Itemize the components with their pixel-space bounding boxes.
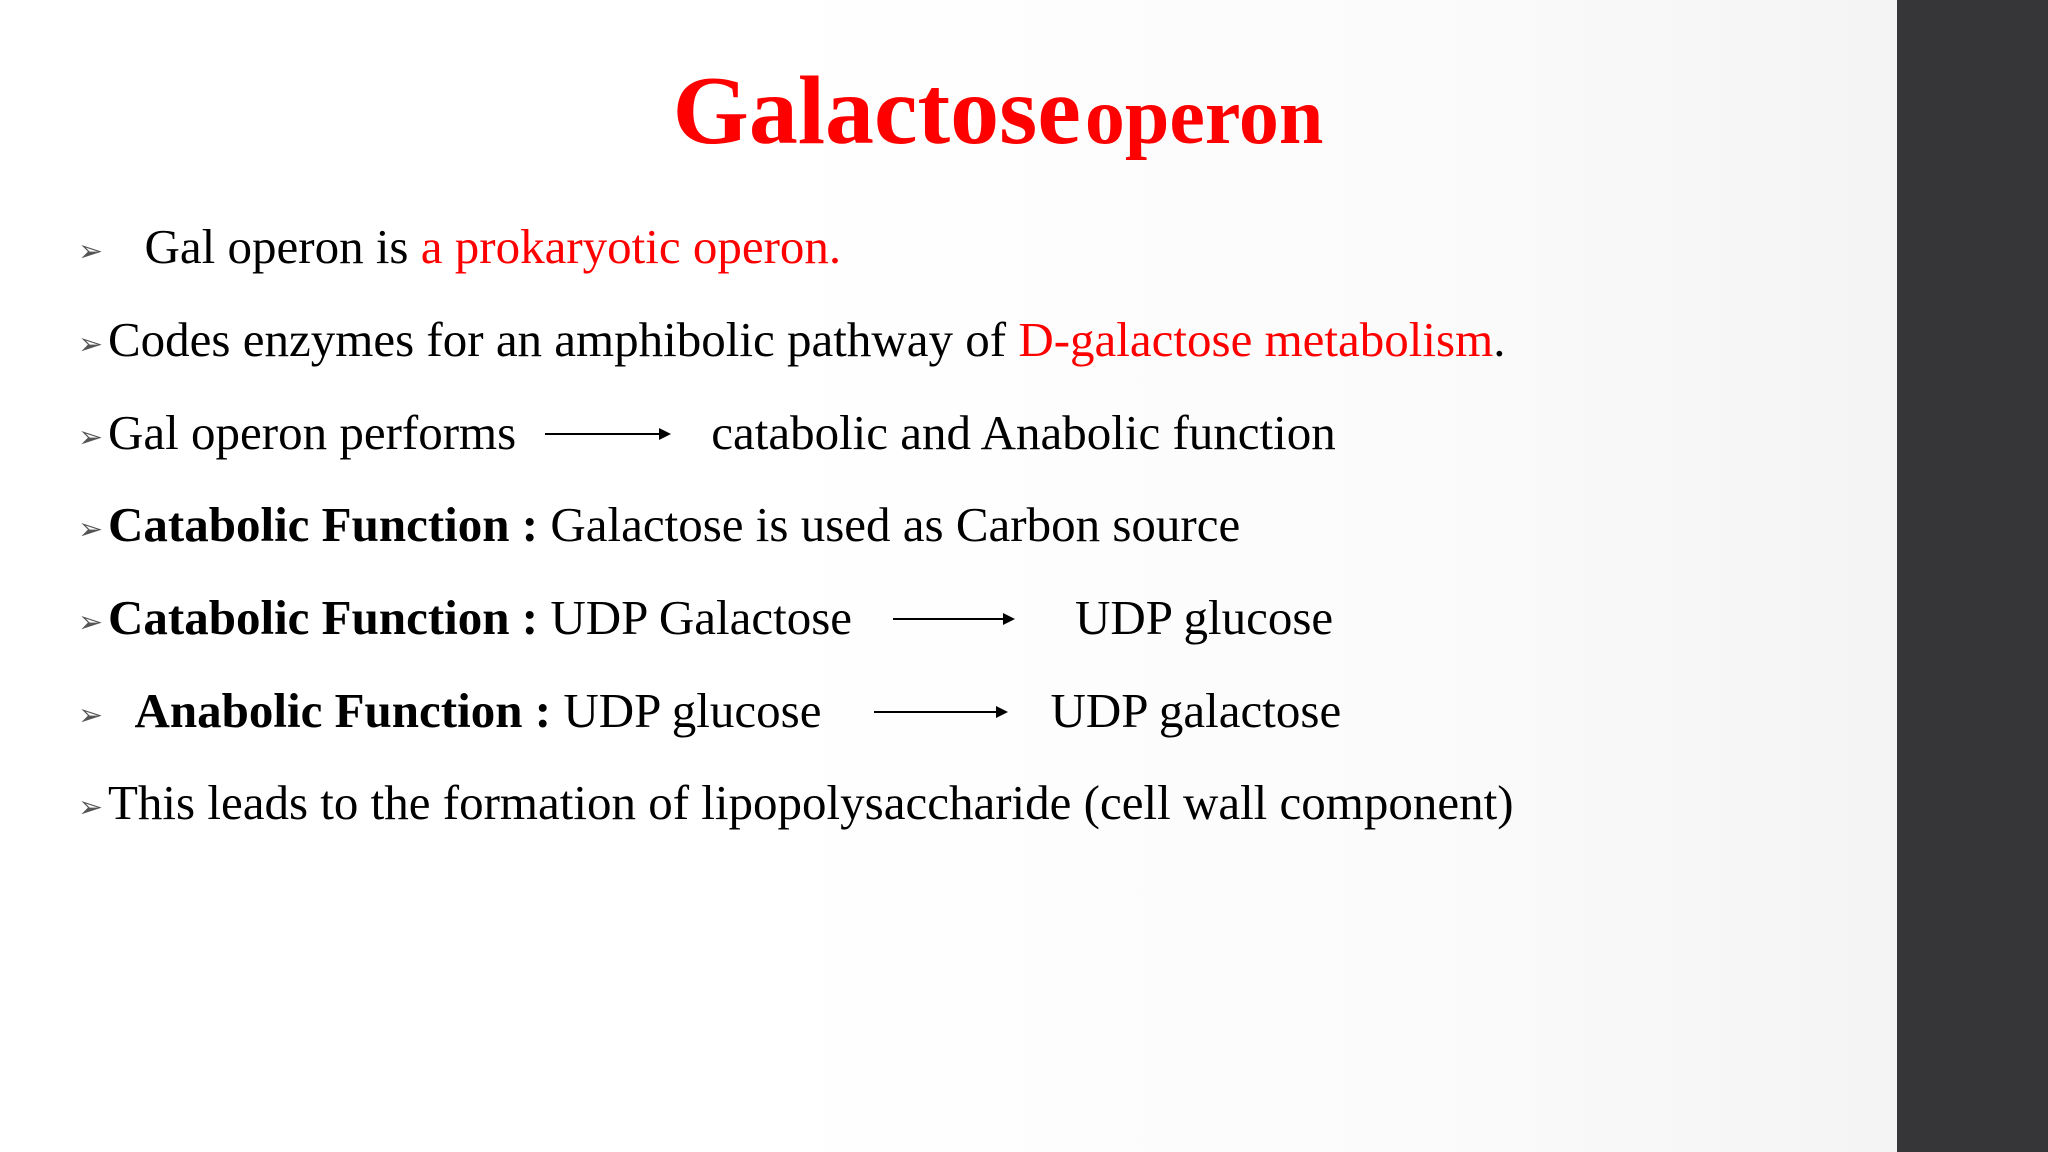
bullet-6	[78, 681, 1341, 741]
bullet-3	[78, 403, 1336, 463]
bullet-1-highlight: a prokaryotic operon.	[420, 219, 842, 274]
bullet-7	[78, 773, 1514, 833]
bullet-5-from: UDP Galactose	[550, 590, 853, 645]
right-arrow-icon	[893, 618, 1013, 620]
bullet-2-text: Codes enzymes for an amphibolic pathway of	[108, 312, 1019, 367]
side-bar	[1897, 0, 2048, 1152]
bullet-6-from: UDP glucose	[563, 683, 822, 738]
bullet-2	[78, 310, 1505, 370]
arrowhead-bullet-icon: ➢	[78, 699, 104, 732]
bullet-7-text: This leads to the formation of lipopolysaccharide (cell wall component)	[108, 775, 1514, 830]
arrowhead-bullet-icon: ➢	[78, 421, 104, 454]
bullet-6-label: Anabolic Function :	[134, 683, 552, 738]
bullet-6-to: UDP galactose	[1050, 683, 1342, 738]
bullet-4	[78, 495, 1240, 555]
bullet-3-result: catabolic and Anabolic function	[711, 405, 1336, 460]
bullet-1	[78, 217, 841, 277]
right-arrow-icon	[545, 433, 669, 435]
bullet-5	[78, 588, 1333, 648]
arrowhead-bullet-icon: ➢	[78, 513, 104, 546]
arrowhead-bullet-icon: ➢	[78, 791, 104, 824]
bullet-1-text: Gal operon is	[144, 219, 421, 274]
arrowhead-bullet-icon: ➢	[78, 606, 104, 639]
bullet-2-period: .	[1493, 312, 1506, 367]
bullet-4-label: Catabolic Function :	[108, 497, 539, 552]
slide-title	[0, 58, 1996, 166]
bullet-4-text: Galactose is used as Carbon source	[550, 497, 1241, 552]
bullet-2-highlight: D-galactose metabolism	[1018, 312, 1494, 367]
bullet-3-text: Gal operon performs	[108, 405, 517, 460]
right-arrow-icon	[874, 711, 1006, 713]
title-word-operon: operon	[1084, 73, 1324, 161]
bullet-5-to: UDP glucose	[1075, 590, 1334, 645]
arrowhead-bullet-icon: ➢	[78, 235, 104, 268]
arrowhead-bullet-icon: ➢	[78, 328, 104, 361]
title-word-galactose: Galactose	[672, 57, 1081, 165]
bullet-5-label: Catabolic Function :	[108, 590, 539, 645]
